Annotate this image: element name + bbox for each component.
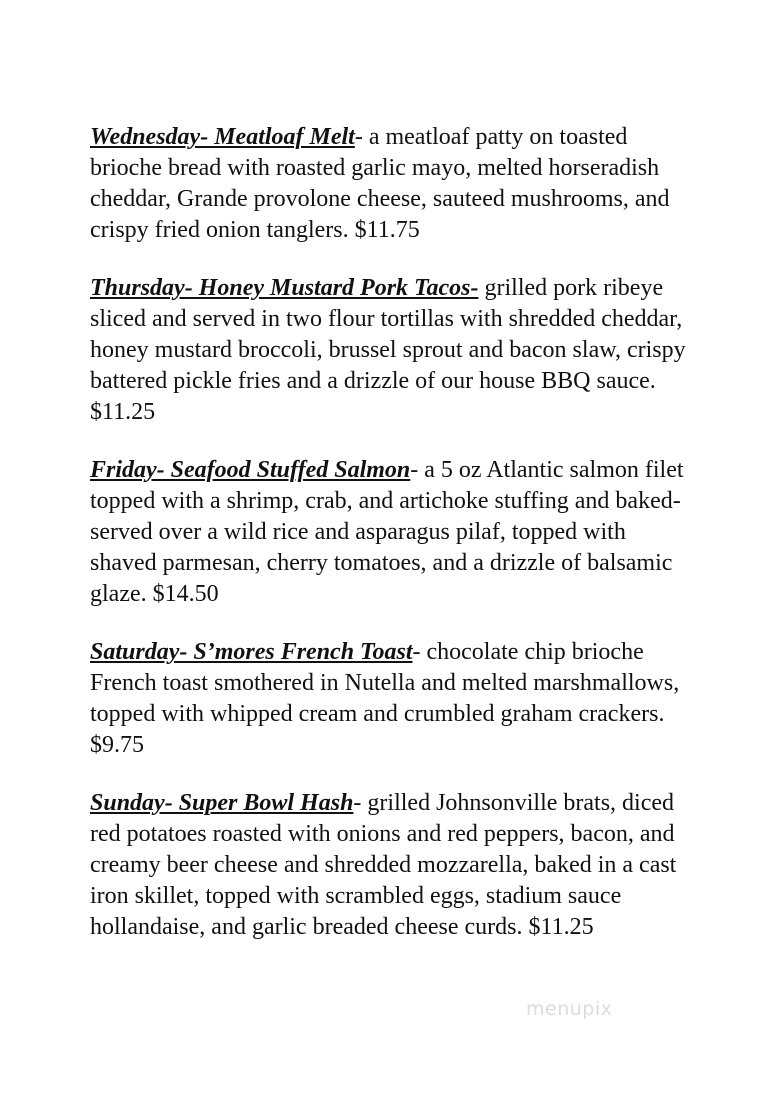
special-description: - a meatloaf patty on toasted brioche bread with roasted garlic mayo, melted horseradish cheddar, Grande provolone cheese, sauteed mushrooms, and crispy fried onion tanglers. $11.75 bbox=[90, 124, 670, 243]
special-thursday bbox=[90, 273, 690, 428]
special-description: grilled pork ribeye sliced and served in two flour tortillas with shredded cheddar, honey mustard broccoli, brussel sprout and bacon slaw, crispy battered pickle fries and a drizzle of our house BBQ sauce. $11.25 bbox=[90, 275, 686, 425]
special-description: - a 5 oz Atlantic salmon filet topped with a shrimp, crab, and artichoke stuffing and baked- served over a wild rice and asparagus pilaf, topped with shaved parmesan, cherry tomatoes, and a drizzle of balsamic glaze. $14.50 bbox=[90, 457, 684, 607]
special-saturday bbox=[90, 637, 690, 761]
special-title: Sunday- Super Bowl Hash bbox=[90, 790, 354, 816]
watermark-logo: menupix bbox=[526, 998, 613, 1020]
special-wednesday bbox=[90, 122, 690, 246]
special-title: Thursday- Honey Mustard Pork Tacos- bbox=[90, 275, 479, 301]
special-description: - grilled Johnsonville brats, diced red potatoes roasted with onions and red peppers, bacon, and creamy beer cheese and shredded mozzarella, baked in a cast iron skillet, topped with scrambled eggs, stadium sauce hollandaise, and garlic breaded cheese curds. $11.25 bbox=[90, 790, 677, 940]
special-sunday bbox=[90, 788, 690, 943]
special-title: Saturday- S’mores French Toast bbox=[90, 639, 413, 665]
specials-list bbox=[90, 122, 690, 970]
special-title: Wednesday- Meatloaf Melt bbox=[90, 124, 355, 150]
special-description: - chocolate chip brioche French toast smothered in Nutella and melted marshmallows, topped with whipped cream and crumbled graham crackers. $9.75 bbox=[90, 639, 680, 758]
special-title: Friday- Seafood Stuffed Salmon bbox=[90, 457, 411, 483]
special-friday bbox=[90, 455, 690, 610]
